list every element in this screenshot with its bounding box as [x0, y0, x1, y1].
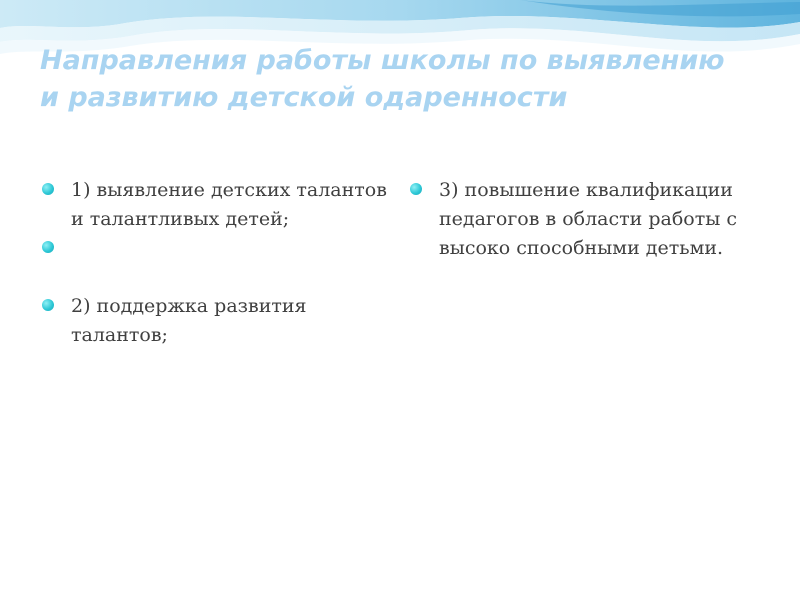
list-item — [410, 176, 750, 263]
list-item — [42, 234, 392, 292]
list-item-text: 3) повышение квалификации педагогов в области работы с высоко способными детьми. — [439, 179, 738, 259]
list-item-text: 2) поддержка развития талантов; — [71, 295, 307, 346]
right-bullet-list — [410, 176, 750, 263]
left-bullet-list — [42, 176, 392, 350]
bullet-icon — [42, 299, 54, 311]
list-item — [42, 292, 392, 350]
list-item — [42, 176, 392, 234]
bullet-icon — [42, 241, 54, 253]
slide-title: Направления работы школы по выявлению и развитию детской одаренности — [40, 45, 725, 113]
bullet-icon — [410, 183, 422, 195]
list-item-text: 1) выявление детских талантов и талантливых детей; — [71, 179, 387, 230]
bullet-icon — [42, 183, 54, 195]
